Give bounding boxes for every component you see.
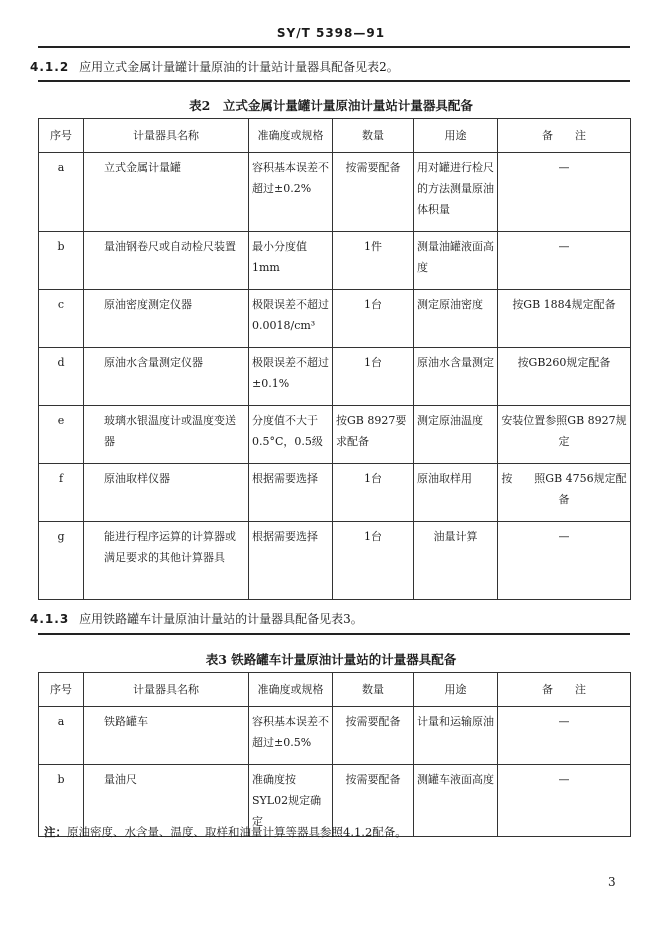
table-row [39,232,631,290]
row-spec: 容积基本误差不超过±0.5% [249,707,333,765]
row-spec: 分度值不大于0.5°C，0.5级 [249,406,333,464]
footnote-text: 原油密度、水含量、温度、取样和油量计算等器具参照4.1.2配备。 [67,825,407,839]
section-number: 4.1.2 [30,60,70,74]
section-number: 4.1.3 [30,612,70,626]
row-id: e [39,406,84,464]
row-note: 按GB260规定配备 [498,348,631,406]
col-header-qty: 数量 [333,673,414,707]
row-id: b [39,765,84,837]
row-use: 测定原油温度 [414,406,498,464]
footnote-label: 注： [44,825,67,839]
section-text: 应用立式金属计量罐计量原油的计量站计量器具配备见表2。 [79,60,399,74]
page-number: 3 [608,875,616,889]
col-header-name: 计量器具名称 [84,119,249,153]
table-row [39,406,631,464]
table-row [39,707,631,765]
row-name: 能进行程序运算的计算器或满足要求的其他计算器具 [84,522,249,600]
row-note: — [498,153,631,232]
col-header-name: 计量器具名称 [84,673,249,707]
row-use: 原油水含量测定 [414,348,498,406]
table3 [38,672,631,837]
row-spec: 容积基本误差不超过±0.2% [249,153,333,232]
row-spec: 根据需要选择 [249,464,333,522]
table3-caption: 表3 铁路罐车计量原油计量站的计量器具配备 [205,652,457,667]
table-row [39,290,631,348]
col-header-qty: 数量 [333,119,414,153]
col-header-use: 用途 [414,119,498,153]
row-qty: 按需要配备 [333,765,414,837]
row-qty: 按需要配备 [333,153,414,232]
row-note: — [498,522,631,600]
row-spec: 最小分度值1mm [249,232,333,290]
table-row [39,153,631,232]
row-note: — [498,765,631,837]
section-text: 应用铁路罐车计量原油计量站的计量器具配备见表3。 [79,612,363,626]
col-header-use: 用途 [414,673,498,707]
row-use: 测罐车液面高度 [414,765,498,837]
row-name: 铁路罐车 [84,707,249,765]
standard-code-header: SY/T 5398—91 [276,26,386,40]
col-header-index: 序号 [39,119,84,153]
row-id: d [39,348,84,406]
row-qty: 1台 [333,464,414,522]
row-name: 玻璃水银温度计或温度变送器 [84,406,249,464]
row-qty: 按需要配备 [333,707,414,765]
row-qty: 1件 [333,232,414,290]
row-use: 油量计算 [414,522,498,600]
row-spec: 极限误差不超过0.0018/cm³ [249,290,333,348]
table-row [39,348,631,406]
row-use: 用对罐进行检尺的方法测量原油体积量 [414,153,498,232]
table-row [39,522,631,600]
row-name: 量油尺 [84,765,249,837]
row-spec: 极限误差不超过±0.1% [249,348,333,406]
table-header-row [39,673,631,707]
row-id: b [39,232,84,290]
table2 [38,118,631,600]
row-name: 立式金属计量罐 [84,153,249,232]
row-name: 量油钢卷尺或自动检尺装置 [84,232,249,290]
row-spec: 准确度按SYL02规定确定 [249,765,333,837]
table-footnote [44,824,407,840]
col-header-spec: 准确度或规格 [249,119,333,153]
row-id: a [39,707,84,765]
header-rule [38,46,630,48]
row-id: g [39,522,84,600]
row-use: 测量油罐液面高度 [414,232,498,290]
row-note: 安装位置参照GB 8927规定 [498,406,631,464]
row-note: 按 照GB 4756规定配备 [498,464,631,522]
col-header-index: 序号 [39,673,84,707]
row-qty: 1台 [333,290,414,348]
col-header-note: 备 注 [498,119,631,153]
row-use: 测定原油密度 [414,290,498,348]
row-note: — [498,232,631,290]
col-header-spec: 准确度或规格 [249,673,333,707]
row-name: 原油密度测定仪器 [84,290,249,348]
table2-caption: 表2 立式金属计量罐计量原油计量站计量器具配备 [189,98,473,113]
row-id: f [39,464,84,522]
row-note: — [498,707,631,765]
row-use: 原油取样用 [414,464,498,522]
table-row [39,464,631,522]
section-rule [38,633,630,635]
row-note: 按GB 1884规定配备 [498,290,631,348]
col-header-note: 备 注 [498,673,631,707]
row-spec: 根据需要选择 [249,522,333,600]
section-rule [38,80,630,82]
row-qty: 1台 [333,348,414,406]
row-qty: 1台 [333,522,414,600]
row-name: 原油水含量测定仪器 [84,348,249,406]
row-name: 原油取样仪器 [84,464,249,522]
row-id: a [39,153,84,232]
section-4-1-2 [30,58,399,75]
table-header-row [39,119,631,153]
row-use: 计量和运输原油 [414,707,498,765]
section-4-1-3 [30,610,363,627]
row-id: c [39,290,84,348]
row-qty: 按GB 8927要求配备 [333,406,414,464]
